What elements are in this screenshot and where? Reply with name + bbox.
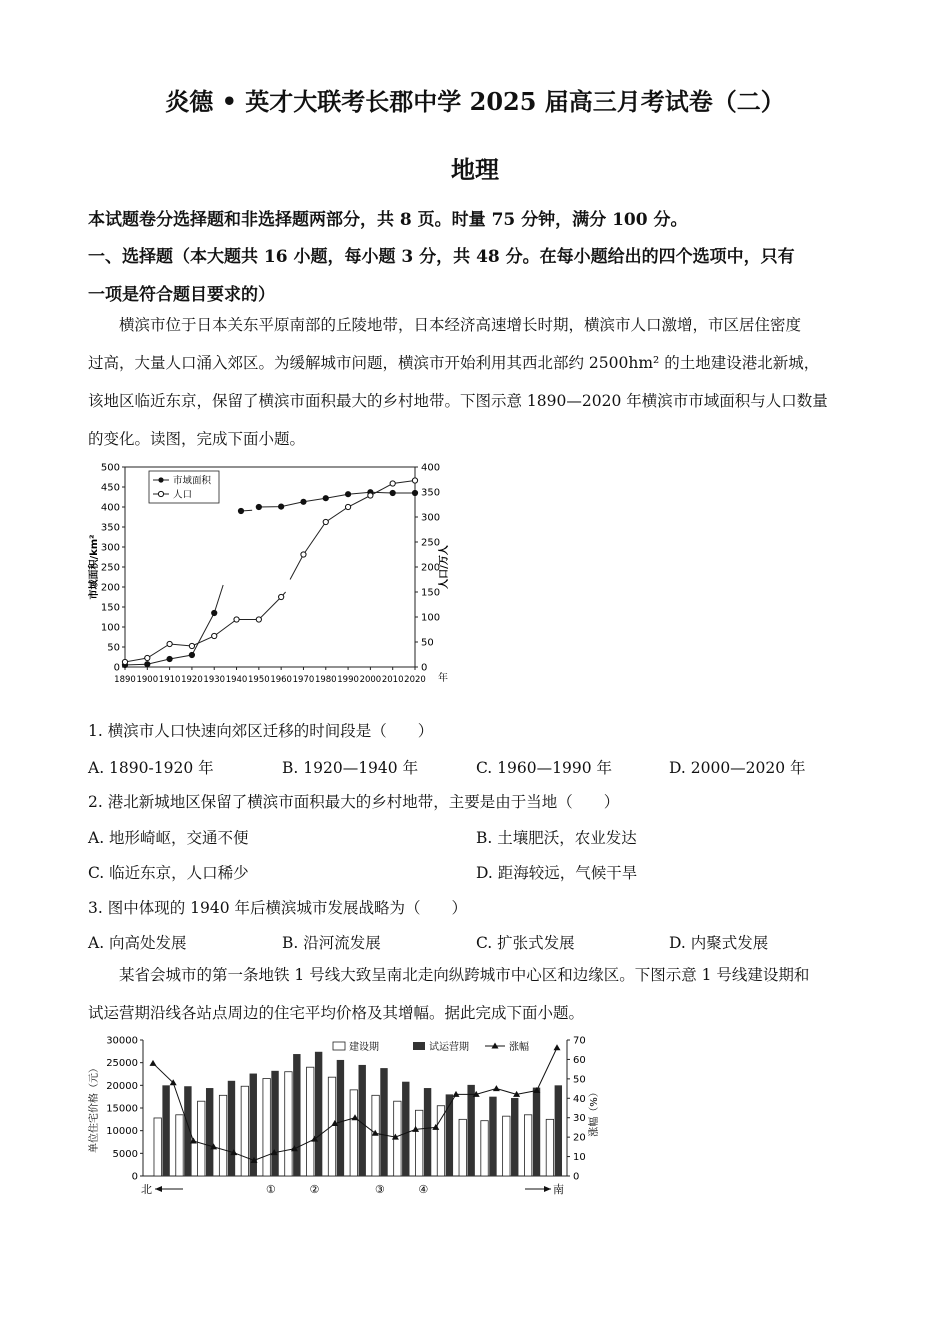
series-line-population	[125, 592, 286, 662]
passage-2-line: 某省会城市的第一条地铁 1 号线大致呈南北走向纵跨城市中心区和边缘区。下图示意 1 号线建设期和	[119, 966, 810, 984]
data-point-increase	[554, 1044, 561, 1050]
data-point-population	[234, 617, 239, 622]
chart-area-population	[85, 455, 455, 690]
y-tick-label-left: 0	[113, 662, 120, 674]
bar-construction	[503, 1116, 510, 1176]
bar-trial	[533, 1088, 540, 1176]
data-point-area	[345, 492, 350, 497]
y-tick-label-right: 70	[573, 1035, 586, 1047]
y-tick-label-left: 100	[100, 622, 120, 634]
y-tick-label-right: 50	[421, 637, 434, 649]
bar-construction	[328, 1077, 335, 1176]
q1-option-b[interactable]: B. 1920—1940 年	[282, 759, 419, 777]
y-tick-label-left: 450	[100, 482, 120, 494]
y-tick-label-left: 50	[107, 642, 120, 654]
bar-trial	[228, 1081, 235, 1176]
q1-option-a[interactable]: A. 1890-1920 年	[88, 759, 214, 777]
bar-trial	[337, 1060, 344, 1176]
legend-label-area: 市域面积	[173, 475, 212, 487]
x-axis-unit: 年	[438, 673, 448, 684]
passage-1-line: 的变化。读图，完成下面小题。	[88, 430, 306, 448]
y-tick-label-right: 40	[573, 1093, 586, 1105]
bar-construction	[198, 1101, 205, 1176]
data-point-increase	[150, 1060, 157, 1066]
data-point-population	[122, 659, 127, 664]
data-point-area	[279, 504, 284, 509]
y-tick-label-right: 20	[573, 1132, 586, 1144]
bar-trial	[315, 1052, 322, 1176]
y-tick-label-left: 200	[100, 582, 120, 594]
y-tick-label-right: 150	[421, 587, 441, 599]
bar-construction	[241, 1086, 248, 1176]
y-axis-label-left: 单位住宅价格（元）	[89, 1063, 100, 1153]
station-marker: ①	[265, 1183, 276, 1196]
q2-option-c[interactable]: C. 临近东京，人口稀少	[88, 864, 249, 882]
y-tick-label-left: 15000	[106, 1103, 138, 1115]
data-point-population	[301, 552, 306, 557]
x-tick-label: 1900	[136, 675, 159, 685]
subject-title: 地理	[451, 155, 499, 184]
q3-option-b[interactable]: B. 沿河流发展	[282, 934, 381, 952]
bar-trial	[359, 1065, 366, 1176]
station-marker: ④	[418, 1183, 429, 1196]
bar-construction	[437, 1106, 444, 1176]
bar-construction	[307, 1067, 314, 1176]
y-tick-label-left: 500	[100, 462, 120, 474]
bar-trial	[511, 1098, 518, 1176]
x-tick-label: 1990	[337, 675, 359, 685]
y-tick-label-right: 50	[573, 1074, 586, 1086]
y-tick-label-left: 150	[100, 602, 120, 614]
legend-label-population: 人口	[173, 489, 193, 501]
bar-construction	[154, 1118, 161, 1176]
x-tick-label: 1930	[203, 675, 226, 685]
y-tick-label-left: 350	[100, 522, 120, 534]
data-point-population	[167, 641, 172, 646]
bar-trial	[162, 1085, 169, 1176]
y-tick-label-left: 250	[100, 562, 120, 574]
y-tick-label-right: 30	[573, 1113, 586, 1125]
y-tick-label-left: 20000	[106, 1080, 138, 1092]
x-tick-label: 2000	[359, 675, 382, 685]
q2-stem: 2. 港北新城地区保留了横滨市面积最大的乡村地带，主要是由于当地（ ）	[88, 793, 620, 811]
data-point-population	[323, 519, 328, 524]
q2-option-b[interactable]: B. 土壤肥沃，农业发达	[476, 829, 637, 847]
y-tick-label-left: 400	[100, 502, 120, 514]
data-point-area	[256, 504, 261, 509]
data-point-area	[167, 656, 172, 661]
y-tick-label-left: 25000	[106, 1058, 138, 1070]
y-tick-label-right: 0	[421, 662, 428, 674]
data-point-area	[212, 610, 217, 615]
bar-construction	[263, 1079, 270, 1176]
x-tick-label: 1980	[314, 675, 337, 685]
y-tick-label-right: 10	[573, 1152, 586, 1164]
bar-trial	[293, 1054, 300, 1176]
data-point-area	[390, 490, 395, 495]
arrow-left-icon	[155, 1186, 162, 1192]
data-point-area	[301, 499, 306, 504]
bar-trial	[380, 1068, 387, 1176]
bar-construction	[546, 1119, 553, 1176]
legend-label-increase: 涨幅	[509, 1042, 529, 1053]
legend-marker-area	[158, 477, 163, 482]
x-tick-label: 1960	[270, 675, 292, 685]
legend-marker-population	[158, 491, 163, 496]
series-line-population	[290, 481, 415, 580]
passage-1	[88, 306, 868, 458]
data-point-population	[368, 493, 373, 498]
q1-option-d[interactable]: D. 2000—2020 年	[669, 759, 806, 777]
legend-label-trial: 试运营期	[429, 1042, 469, 1053]
y-tick-label-right: 400	[421, 462, 441, 474]
section-heading-line1: 一、选择题（本大题共 16 小题，每小题 3 分，共 48 分。在每小题给出的四个选项中，只有	[88, 247, 795, 267]
bar-trial	[271, 1071, 278, 1176]
series-line-area	[214, 585, 223, 613]
q3-option-c[interactable]: C. 扩张式发展	[476, 934, 575, 952]
bar-construction	[285, 1072, 292, 1176]
data-point-population	[279, 594, 284, 599]
bar-trial	[402, 1082, 409, 1176]
data-point-population	[412, 478, 417, 483]
data-point-population	[256, 617, 261, 622]
data-point-population	[145, 655, 150, 660]
bar-trial	[467, 1085, 474, 1176]
passage-2	[88, 956, 868, 1032]
data-point-area	[189, 652, 194, 657]
passage-1-line: 过高，大量人口涌入郊区。为缓解城市问题，横滨市开始利用其西北部约 2500hm² 的土地建设港北新城，	[88, 354, 820, 372]
data-point-population	[212, 633, 217, 638]
q1-stem: 1. 横滨市人口快速向郊区迁移的时间段是（ ）	[88, 722, 434, 740]
arrow-right-icon	[544, 1186, 551, 1192]
bar-trial	[489, 1097, 496, 1176]
x-tick-label: 1940	[225, 675, 248, 685]
y-axis-label-right: 人口/万人	[439, 545, 450, 589]
passage-1-line: 该地区临近东京，保留了横滨市面积最大的乡村地带。下图示意 1890—2020 年横滨市市域面积与人口数量	[88, 392, 828, 410]
y-tick-label-right: 0	[573, 1171, 580, 1183]
exam-notice: 本试题卷分选择题和非选择题两部分，共 8 页。时量 75 分钟，满分 100 分。	[88, 210, 688, 230]
section-heading-line2: 一项是符合题目要求的）	[88, 285, 275, 305]
direction-south: 南	[553, 1183, 564, 1196]
q3-stem: 3. 图中体现的 1940 年后横滨城市发展战略为（ ）	[88, 899, 468, 917]
y-tick-label-right: 60	[573, 1054, 586, 1066]
exam-title: 炎德 • 英才大联考长郡中学 2025 届高三月考试卷（二）	[165, 87, 785, 116]
legend-label-construction: 建设期	[349, 1042, 379, 1053]
x-tick-label: 1910	[158, 675, 181, 685]
data-point-area	[238, 508, 243, 513]
bar-trial	[446, 1094, 453, 1176]
y-tick-label-left: 30000	[106, 1035, 138, 1047]
data-point-population	[345, 504, 350, 509]
bar-construction	[524, 1115, 531, 1176]
y-tick-label-left: 0	[131, 1171, 138, 1183]
station-marker: ③	[374, 1183, 385, 1196]
data-point-population	[189, 643, 194, 648]
bar-construction	[415, 1110, 422, 1176]
bar-construction	[219, 1095, 226, 1176]
y-tick-label-right: 250	[421, 537, 441, 549]
x-tick-label: 2020	[404, 675, 426, 685]
bar-construction	[481, 1121, 488, 1176]
bar-trial	[424, 1088, 431, 1176]
data-point-population	[390, 481, 395, 486]
y-axis-label-left: 市域面积/km²	[89, 534, 100, 600]
y-tick-label-left: 10000	[106, 1126, 138, 1138]
station-marker: ②	[309, 1183, 320, 1196]
bar-construction	[176, 1115, 183, 1176]
passage-2-line: 试运营期沿线各站点周边的住宅平均价格及其增幅。据此完成下面小题。	[88, 1004, 585, 1022]
x-tick-label: 1970	[292, 675, 315, 685]
bar-trial	[555, 1085, 562, 1176]
bar-construction	[350, 1090, 357, 1176]
x-tick-label: 1920	[181, 675, 203, 685]
q1-option-c[interactable]: C. 1960—1990 年	[476, 759, 612, 777]
y-tick-label-right: 100	[421, 612, 441, 624]
y-axis-label-right: 涨幅（%）	[589, 1087, 600, 1137]
x-tick-label: 1890	[114, 675, 136, 685]
y-tick-label-left: 5000	[112, 1148, 138, 1160]
bar-construction	[459, 1119, 466, 1176]
y-tick-label-left: 300	[100, 542, 120, 554]
data-point-area	[412, 490, 417, 495]
legend-swatch-construction	[333, 1042, 345, 1050]
q2-option-d[interactable]: D. 距海较远，气候干旱	[476, 864, 638, 882]
bar-trial	[206, 1088, 213, 1176]
data-point-area	[145, 662, 150, 667]
data-point-increase	[493, 1085, 500, 1091]
q2-option-a[interactable]: A. 地形崎岖，交通不便	[88, 829, 249, 847]
passage-1-line: 横滨市位于日本关东平原南部的丘陵地带，日本经济高速增长时期，横滨市人口激增，市区居住密度	[119, 316, 802, 334]
chart-housing-price	[85, 1030, 605, 1202]
q3-option-a[interactable]: A. 向高处发展	[88, 934, 187, 952]
y-tick-label-right: 350	[421, 487, 441, 499]
y-tick-label-right: 300	[421, 512, 441, 524]
y-tick-label-right: 200	[421, 562, 441, 574]
x-tick-label: 1950	[248, 675, 270, 685]
direction-north: 北	[141, 1183, 152, 1196]
legend-swatch-trial	[413, 1042, 425, 1050]
q3-option-d[interactable]: D. 内聚式发展	[669, 934, 769, 952]
data-point-area	[323, 496, 328, 501]
x-tick-label: 2010	[381, 675, 404, 685]
